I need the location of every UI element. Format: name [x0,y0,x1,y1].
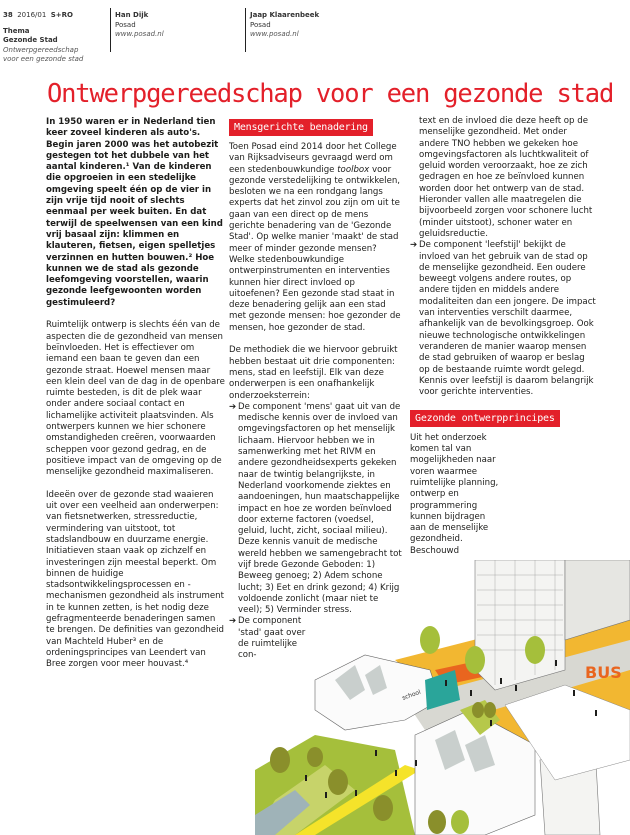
author-url[interactable]: www.posad.nl [250,30,299,38]
tower-building [475,560,565,690]
divider [245,8,246,52]
page-number: 38 [3,11,13,19]
lead-paragraph: In 1950 waren er in Nederland tien keer zoveel kinderen als auto's. Begin jaren 2000 was het autobezit gestegen tot het dubbele van het aantal kinderen.¹ Van de kinderen die opgroeien in een stedelijke omgeving speelt één op de vier in zijn vrije tijd nooit of slechts eenmaal per week buiten. En dat terwijl de speelwensen van een kind vrij basaal zijn: klimmen en klauteren, fietsen, eigen spelletjes verzinnen en hutten bouwen.² Hoe kunnen we de stad als gezonde leefomgeving voorstellen, waarin gezonde leefgewoonten worden gestimuleerd? [46,117,223,308]
tree [420,626,440,654]
paragraph: Ideeën over de gezonde stad waaieren uit over een veelheid aan onderwerpen: van fietsnetwerken, stressreductie, vermindering van uitstoot, tot stadslandbouw en duurzame energie. Initiatieven staan vaak op zichzelf en investeringen zijn meestal beperkt. Om binnen de huidige stadsontwikkelingsprocessen en -mechanismen gezondheid als instrument in te kunnen zetten, is het nodig deze gefragmenteerde benaderingen samen te brengen. De definities van gezondheid van Machteld Huber³ en de ordeningsprincipes van Leendert van Bree zorgen voor meer houvast.⁴ [46,489,224,670]
author-org: Posad [115,20,136,29]
emphasis: toolbox [337,164,370,175]
section-subtitle-2: voor een gezonde stad [3,55,84,63]
text: voor gezonde verstedelijking te ontwikkelen, besloten we na een rondgang langs experts dat het zinvol zou zijn om uit te gaan van een direct op de mens gerichte benadering van de 'Gezonde Stad'. Op welke manier 'maakt' de stad meer of minder gezonde mensen? Welke stedenbouwkundige ontwerpinstrumenten en interventies kunnen hier direct invloed op uitoefenen? Een gezonde stad staat in deze benadering gelijk aan een stad met gezonde mensen: hoe gezonder de mensen, hoe gezonder de stad. [229,164,401,333]
paragraph: Uit het onderzoek komen tal van mogelijkheden naar voren waarmee ruimtelijke planning, ontwerp en programmering kunnen bijdragen aan de menselijke gezondheid. Beschouwd [410,432,499,556]
tree [472,702,484,718]
magazine-name: S+RO [50,11,73,19]
school-label: school [401,688,422,702]
article-title: Ontwerpgereedschap voor een gezonde stad [47,79,614,109]
bullet-item-leefstijl [410,240,596,398]
section-subtitle-1: Ontwerpgereedschap [3,45,79,54]
author-name: Han Dijk [115,11,149,19]
tree [451,810,469,834]
section-label: Thema [3,26,30,35]
tree [484,702,496,718]
isometric-city-illustration [255,560,630,835]
author-name: Jaap Klaarenbeek [250,11,320,19]
bullet-text: De component 'leefstijl' bekijkt de invloed van het gebruik van de stad op de menselijke gezondheid. Een oudere beweegt volgens andere routes, op andere tijden en middels andere modaliteiten dan een jongere. De impact van interventies verschilt daarmee, afhankelijk van de bevolkingsgroep. Ook nieuwe technologische ontwikkelingen veranderen de manier waarop mensen de stad gebruiken of waarop er beslag op de bestaande ruimte wordt gelegd. Kennis over leefstijl is daarom belangrijk voor gerichte interventies. [419,240,596,398]
tree [328,769,348,795]
tree [307,747,323,767]
text: Toen Posad eind 2014 door het College van Rijksadviseurs gevraagd werd om een stedenbouwkundige [229,142,397,175]
bus-label: BUS [585,663,622,682]
tree [428,810,446,834]
arrow-icon: ➔ [410,240,418,251]
section-heading: Gezonde ontwerpprincipes [410,410,560,427]
issue-line [3,11,83,21]
tree [525,636,545,664]
bullet-text: De component 'stad' gaat over de ruimtelijke con- [238,616,306,661]
section-title: Gezonde Stad [3,36,58,44]
divider [110,8,111,52]
tree [373,795,393,821]
column-1 [46,117,226,682]
tree [465,646,485,674]
author-2 [250,11,319,40]
paragraph: De methodiek die we hiervoor gebruikt hebben bestaat uit drie componenten: mens, stad en leefstijl. Elk van deze onderwerpen is een onafhankelijk onderzoeksterrein: [229,345,398,401]
paragraph: Ruimtelijk ontwerp is slechts één van de aspecten die de gezondheid van mensen beïnvloeden. Het is effectiever om iemand een baan te geven dan een gezonde straat. Hoewel mensen maar een klein deel van de dag in de openbare ruimte besteden, is dit de plek waar onder andere sociaal contact en lichamelijke activiteit plaatsvinden. Als ontwerpers kunnen we hier schonere omstandigheden creëren, voorwaarden scheppen voor gezond gedrag, en de positieve impact van de omgeving op de menselijke gezondheid maximaliseren. [46,320,225,478]
column-3 [410,116,596,557]
paragraph [229,142,405,334]
page-meta [3,11,83,65]
author-1 [115,11,164,40]
issue: 2016/01 [17,11,47,19]
bullet-continuation: text en de invloed die deze heeft op de menselijke gezondheid. Met onder andere TNO hebben we gekeken hoe omgevingsfactoren als luchtkwaliteit of geluid worden veroorzaakt, hoe ze zich gedragen en hoe ze beïnvloed kunnen worden door het ontwerp van de stad. Hieronder vallen alle maatregelen die bijvoorbeeld zorgen voor schonere lucht (minder uitstoot), schoner water en geluidsreductie. [419,116,593,239]
arrow-icon: ➔ [229,401,237,412]
section-heading: Mensgerichte benadering [229,119,373,136]
author-url[interactable]: www.posad.nl [115,30,164,38]
bullet-text: De component 'mens' gaat uit van de medische kennis over de invloed van omgevingsfactoren op het menselijk lichaam. Hiervoor hebben we in samenwerking met het RIVM en andere gezondheidsexperts gekeken naar de twintig belangrijkste, in Nederland voorkomende ziektes en aandoeningen, hun maatschappelijke impact en hoe ze worden beïnvloed door externe factoren (voedsel, geluid, lucht, zicht, sociaal milieu). Deze kennis vanuit de medische wereld hebben we samengebracht tot vijf brede Gezonde Geboden: 1) Beweeg genoeg; 2) Adem schone lucht; 3) Eet en drink gezond; 4) Krijg voldoende zonlicht (maar niet te veel); 5) Verminder stress. [238,401,402,616]
author-org: Posad [250,20,271,29]
arrow-icon: ➔ [229,616,237,627]
tree [270,747,290,773]
